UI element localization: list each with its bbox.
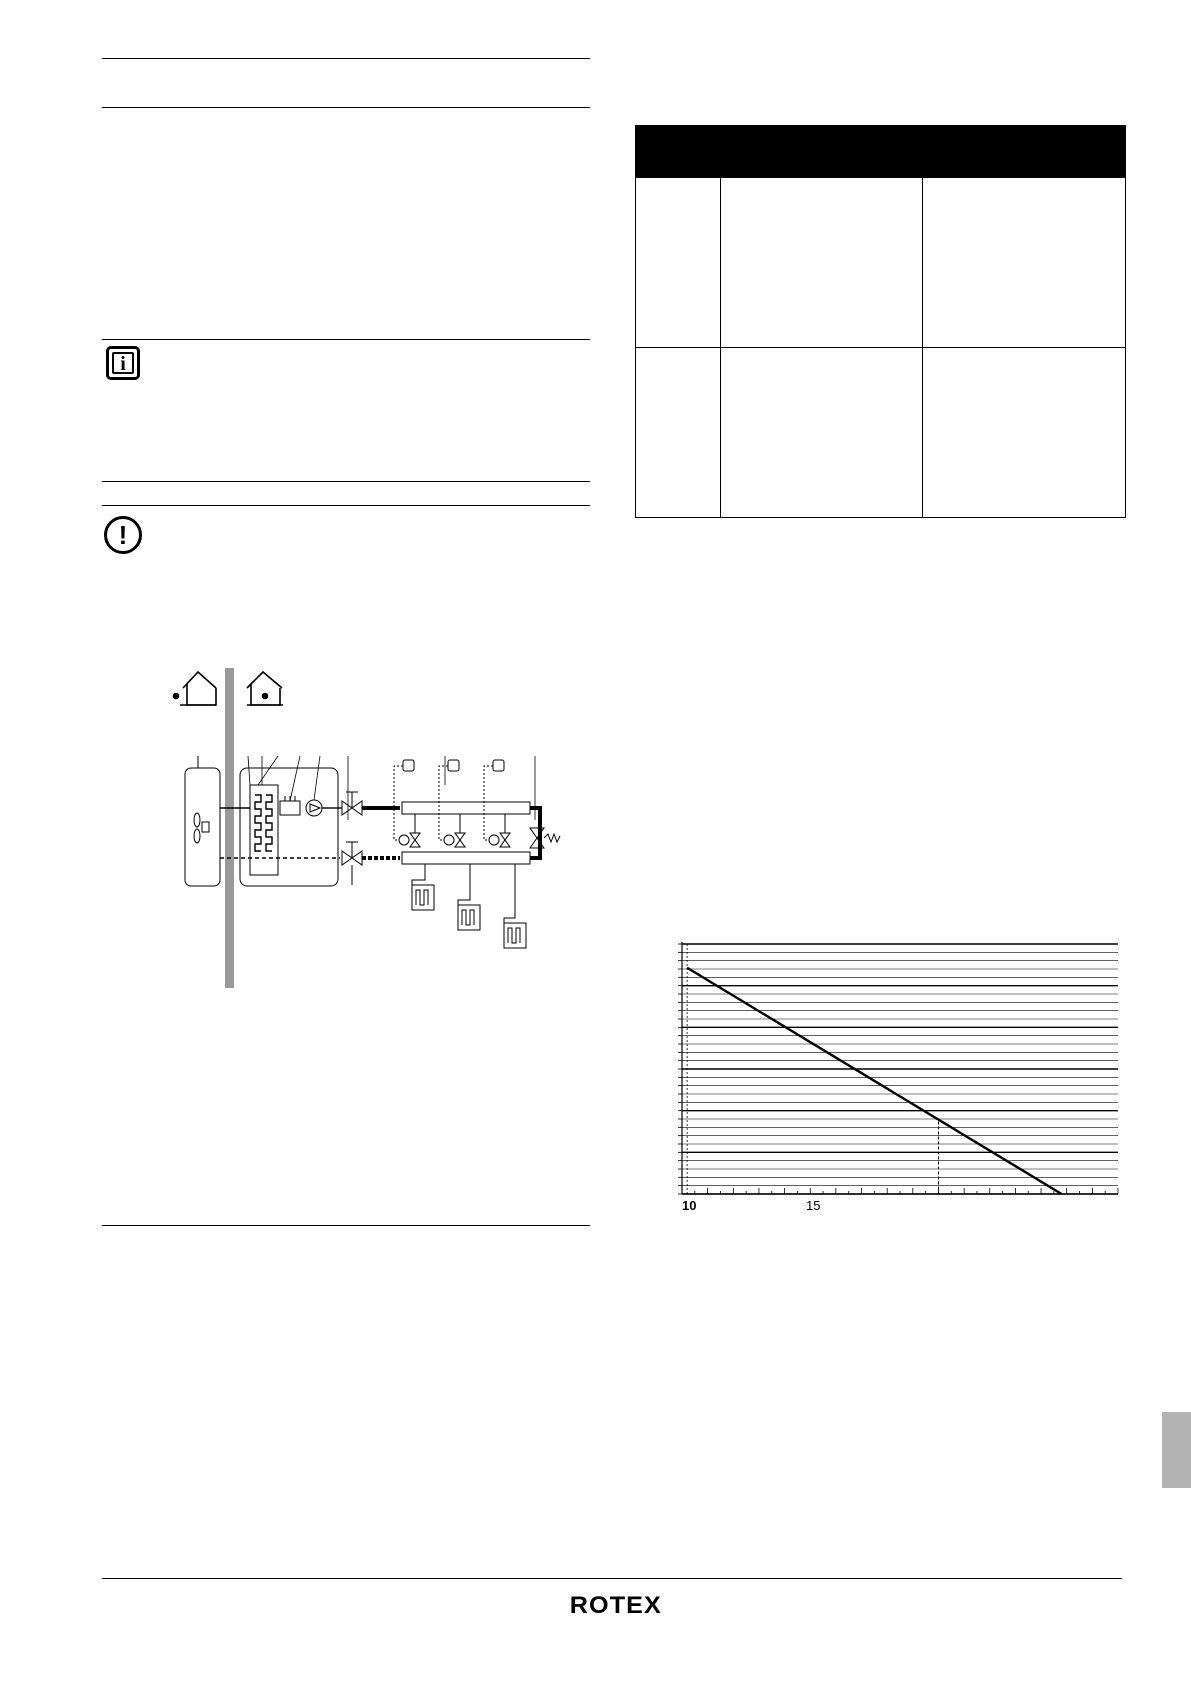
- info-note-top-rule: [102, 339, 590, 340]
- info-note-bottom-rule: [102, 481, 590, 482]
- fan-icon: [194, 813, 209, 843]
- info-icon: i: [106, 346, 140, 380]
- table-header-col-2: [923, 150, 1126, 178]
- indoor-unit: [240, 768, 338, 886]
- table-header-corner: [636, 126, 721, 178]
- return-manifold: [402, 852, 530, 864]
- top-rule: [102, 58, 590, 59]
- bypass-valve: [530, 828, 560, 848]
- wall: [225, 668, 234, 988]
- underfloor-loops: [412, 864, 526, 948]
- outdoor-house-icon: [174, 672, 217, 705]
- x-tick-label-15: 15: [806, 1198, 821, 1213]
- table-row: [636, 348, 1126, 518]
- left-bottom-rule: [102, 1225, 590, 1226]
- series-line: [687, 968, 1061, 1194]
- table-header-col-1: [721, 150, 923, 178]
- heat-exchanger-icon: [255, 795, 272, 851]
- exclamation-icon: !: [104, 516, 142, 554]
- indoor-house-icon: [247, 672, 283, 705]
- backup-heater: [280, 801, 300, 815]
- x-tick-label-10: 10: [682, 1198, 697, 1213]
- line-chart: [670, 940, 1120, 1220]
- shutoff-valve-flow: [342, 792, 362, 815]
- warning-note-top-rule: [102, 505, 590, 506]
- footer-rule: [102, 1578, 1122, 1579]
- table-row: [636, 178, 1126, 348]
- shutoff-valve-return: [342, 842, 362, 885]
- section-tab-marker: [1162, 1412, 1191, 1488]
- table-header-group: [721, 126, 1126, 150]
- section-rule: [102, 107, 590, 108]
- installation-schematic: [150, 660, 590, 1000]
- flow-manifold: [402, 802, 530, 814]
- brand-logo: ROTEX: [569, 1592, 662, 1619]
- spec-table: [635, 125, 1126, 518]
